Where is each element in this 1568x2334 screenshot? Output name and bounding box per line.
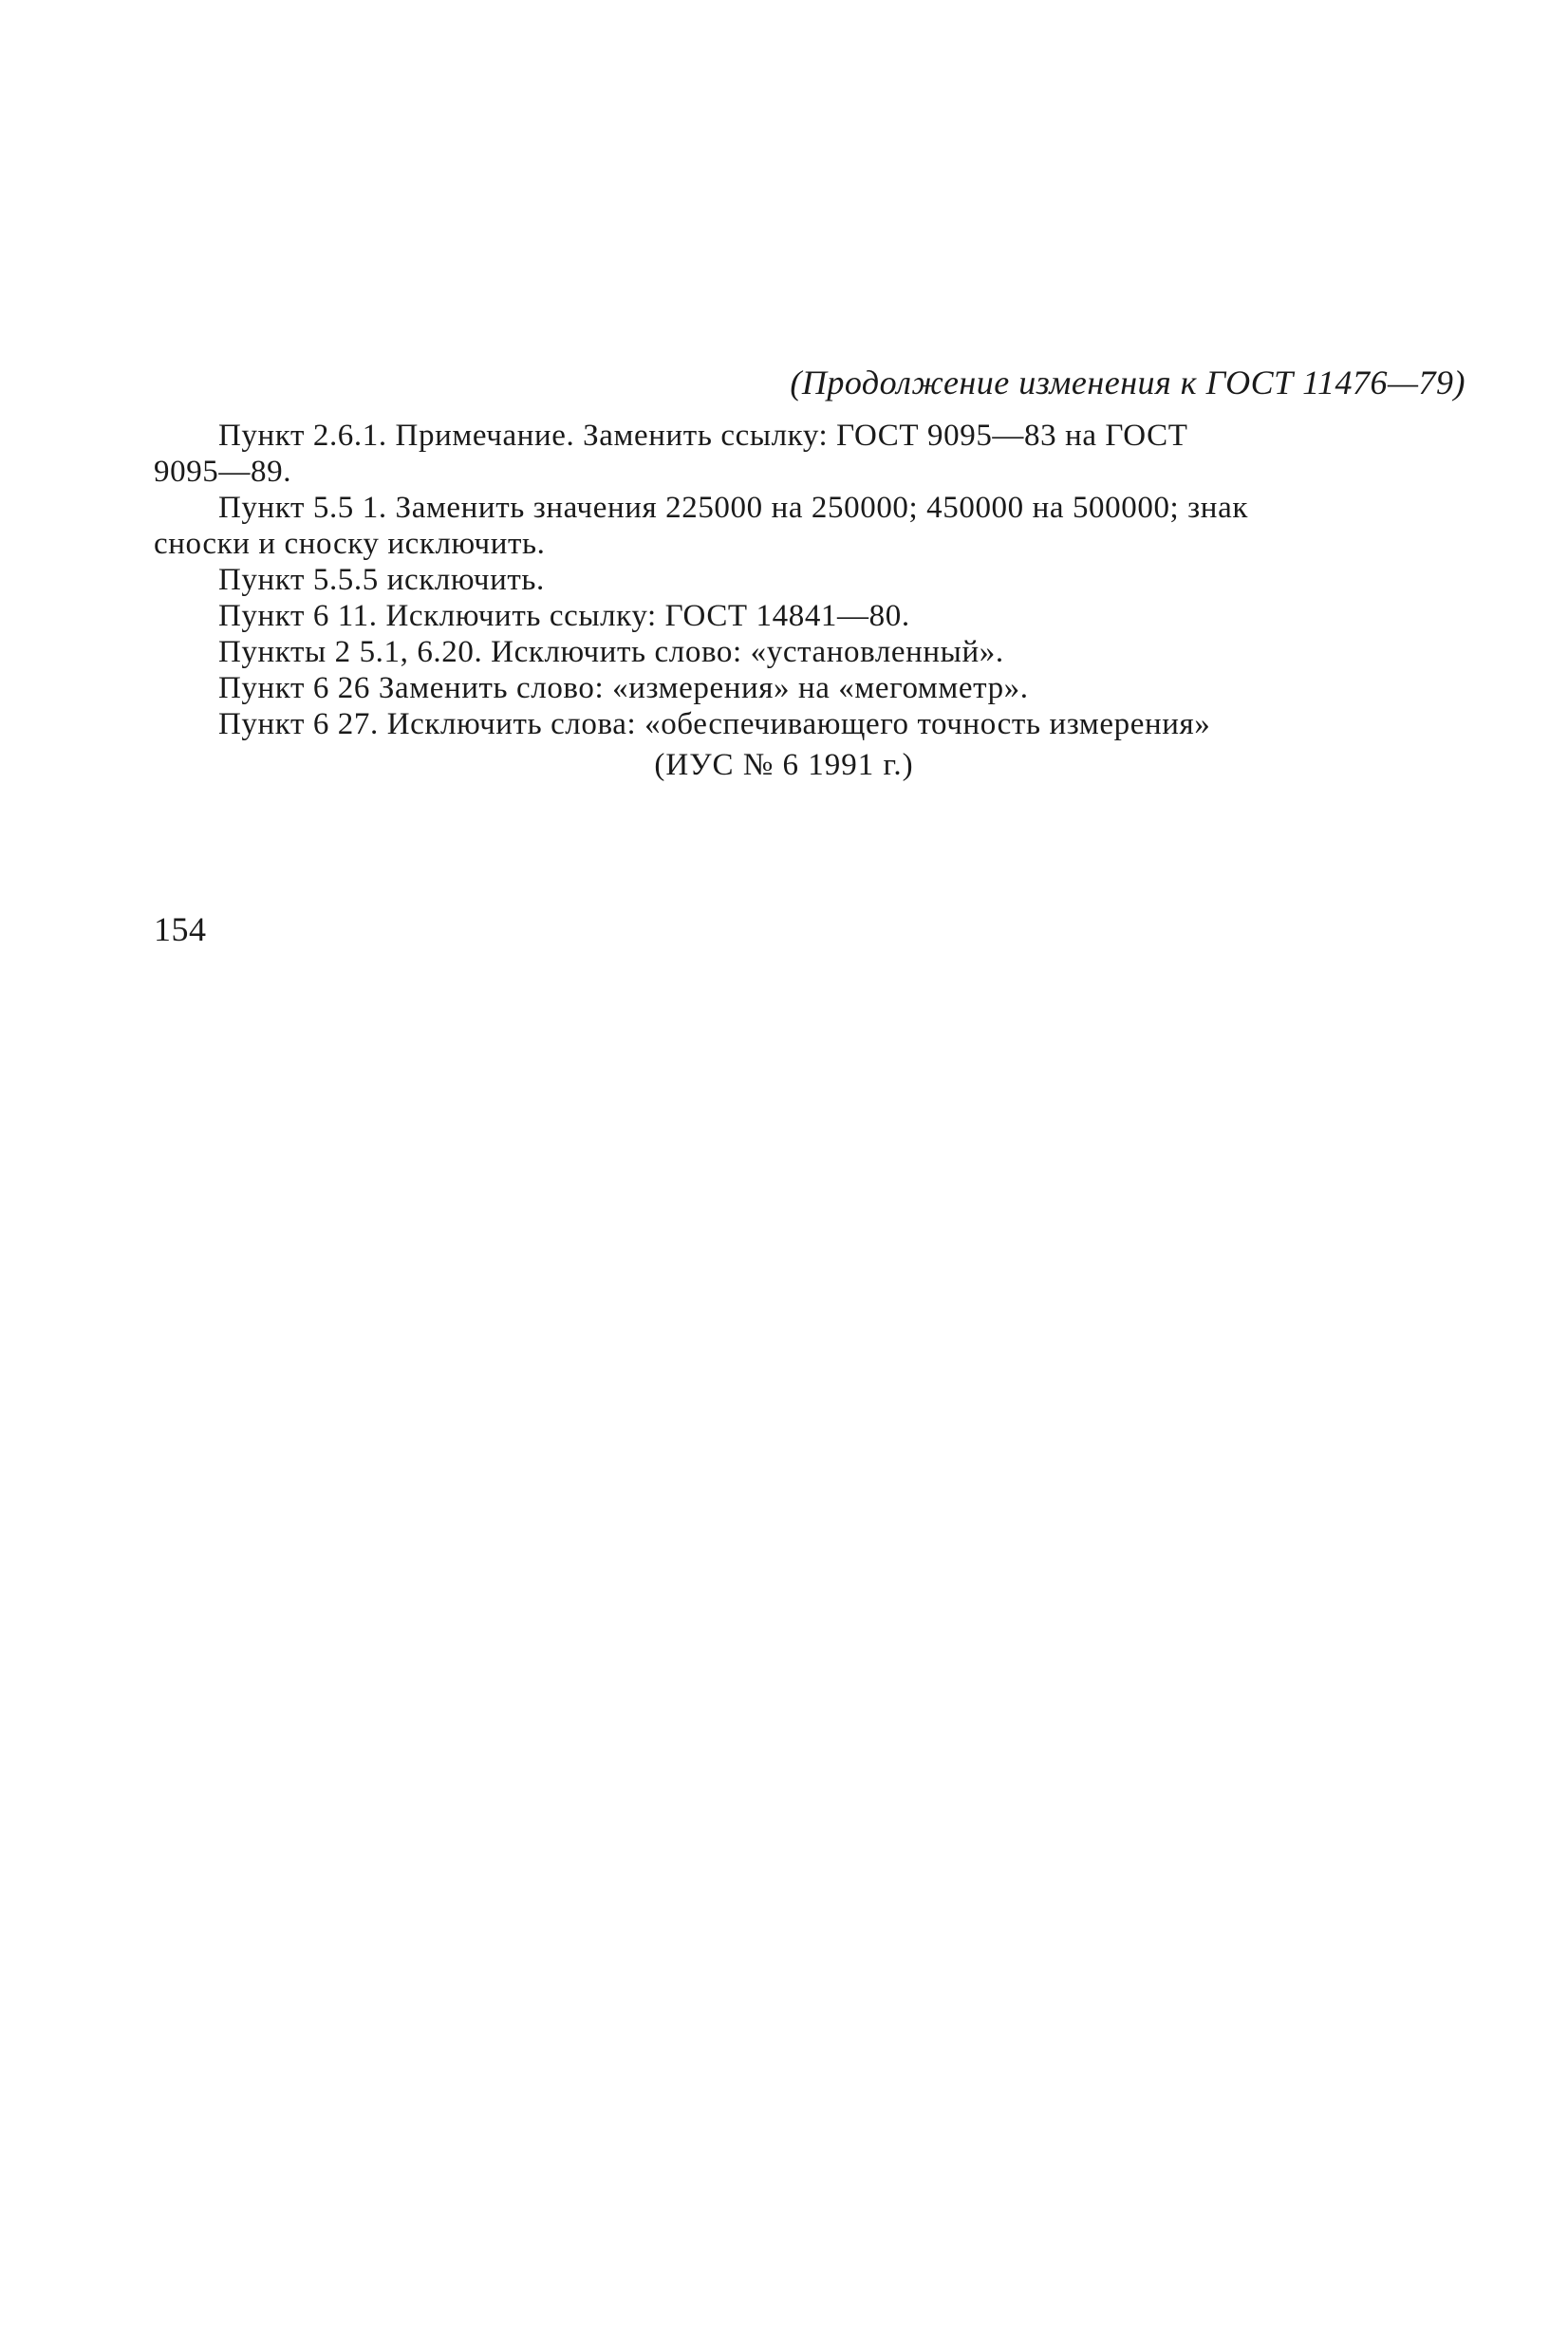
paragraph-3-text: Пункт 5.5.5 исключить. [218, 563, 545, 597]
page-number: 154 [154, 910, 207, 948]
paragraph-2-first-line: Пункт 5.5 1. Заменить значения 225000 на 250000; 450000 на 500000; знак [218, 491, 1248, 525]
paragraph-5 [154, 634, 1464, 670]
paragraph-1-continuation: 9095—89. [154, 455, 292, 489]
paragraph-1 [154, 418, 1464, 490]
paragraph-7 [154, 706, 1464, 742]
paragraph-6 [154, 670, 1464, 706]
amendment-header: (Продолжение изменения к ГОСТ 11476—79) [790, 364, 1465, 401]
source-reference: (ИУС № 6 1991 г.) [654, 748, 914, 782]
paragraph-2 [154, 490, 1464, 562]
paragraph-1-first-line: Пункт 2.6.1. Примечание. Заменить ссылку: ГОСТ 9095—83 на ГОСТ [218, 419, 1188, 453]
paragraph-6-text: Пункт 6 26 Заменить слово: «измерения» на «мегомметр». [218, 671, 1029, 705]
paragraph-4-text: Пункт 6 11. Исключить ссылку: ГОСТ 14841—80. [218, 599, 910, 633]
paragraph-3 [154, 562, 1464, 598]
paragraph-7-text: Пункт 6 27. Исключить слова: «обеспечивающего точность измерения» [218, 707, 1211, 741]
amendment-body [154, 418, 1464, 742]
paragraph-2-continuation: сноски и сноску исключить. [154, 527, 546, 561]
paragraph-5-text: Пункты 2 5.1, 6.20. Исключить слово: «установленный». [218, 635, 1004, 669]
paragraph-4 [154, 598, 1464, 634]
